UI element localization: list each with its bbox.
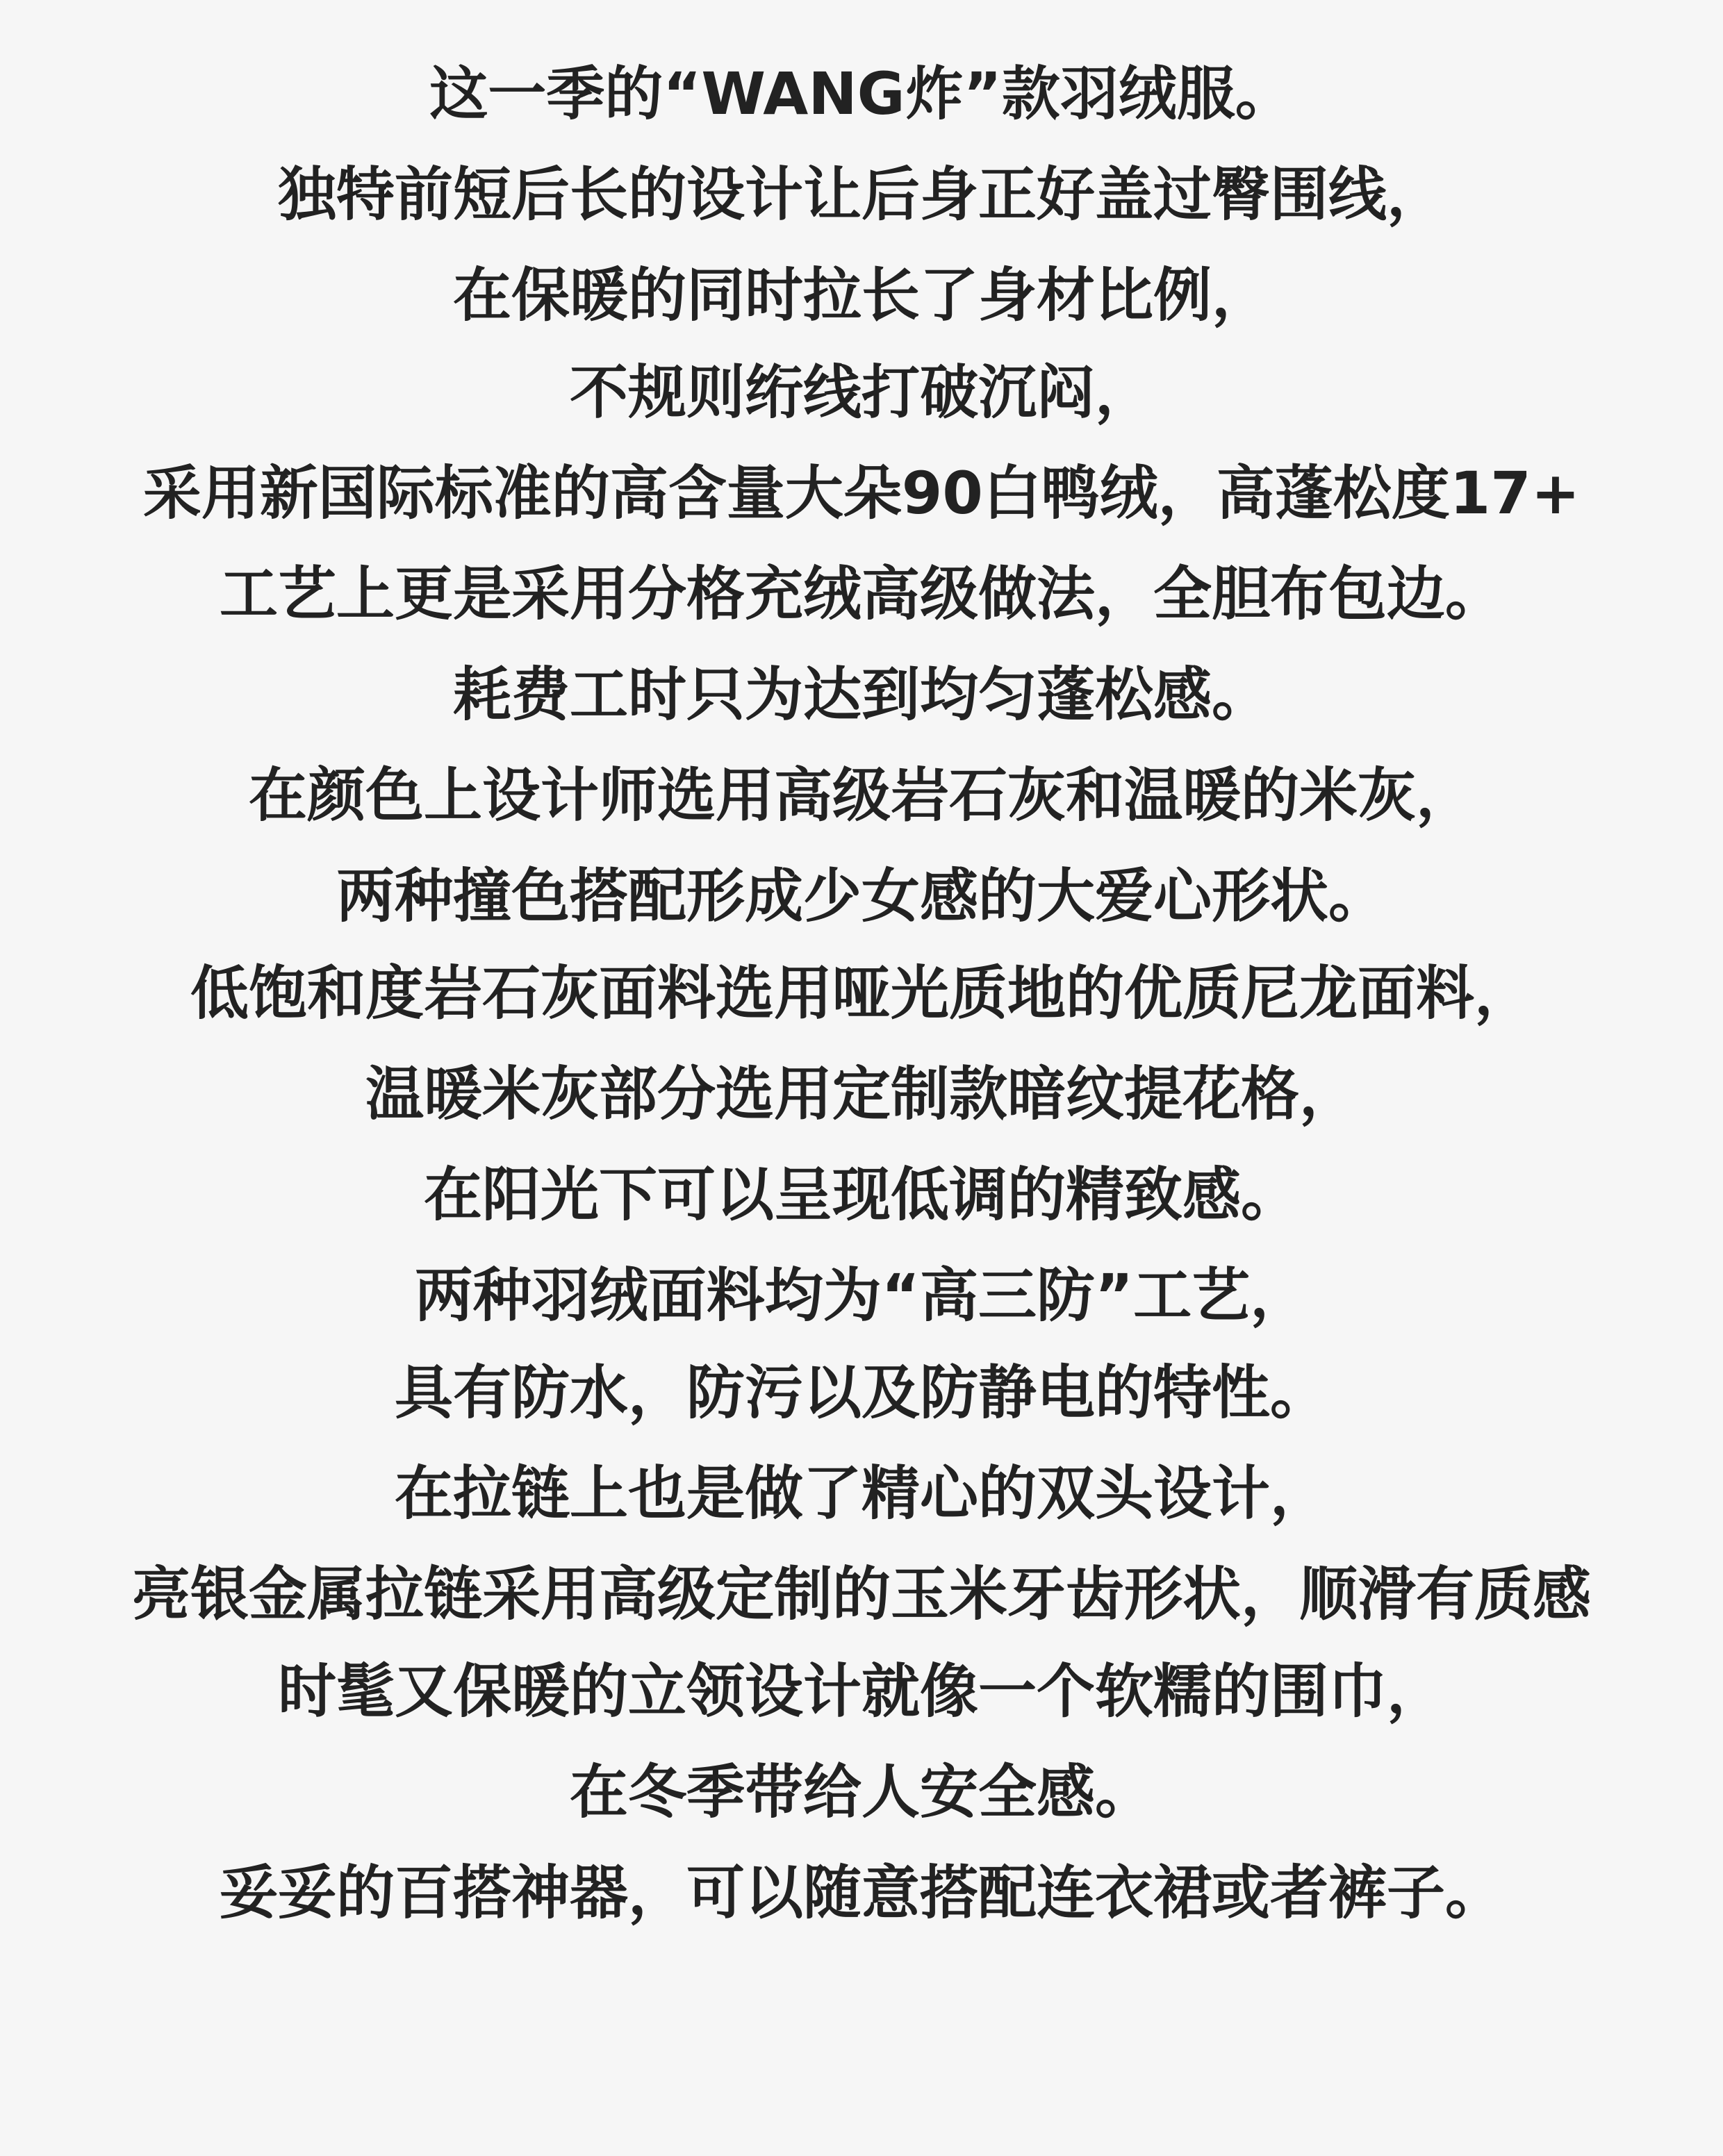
text-line: 在颜色上设计师选用高级岩石灰和温暖的米灰，: [248, 761, 1474, 829]
text-line: 两种撞色搭配形成少女感的大爱心形状。: [336, 862, 1387, 930]
text-line: 独特前短后长的设计让后身正好盖过臀围线，: [277, 160, 1445, 229]
text-line: 两种羽绒面料均为“高三防”工艺，: [414, 1261, 1309, 1329]
text-line: 这一季的“WANG炸”款羽绒服。: [429, 60, 1294, 128]
text-line: 在冬季带给人安全感。: [569, 1758, 1153, 1826]
text-line: 工艺上更是采用分格充绒高级做法，全胆布包边。: [219, 560, 1503, 628]
text-line: 温暖米灰部分选用定制款暗纹提花格，: [365, 1060, 1358, 1128]
text-line: 低饱和度岩石灰面料选用哑光质地的优质尼龙面料，: [190, 959, 1533, 1027]
text-line: 具有防水，防污以及防静电的特性。: [394, 1359, 1328, 1427]
text-line: 不规则绗线打破沉闷，: [569, 358, 1153, 426]
text-line: 采用新国际标准的高含量大朵90白鸭绒，高蓬松度17+: [142, 459, 1581, 527]
text-line: 妥妥的百搭神器，可以随意搭配连衣裙或者裤子。: [219, 1859, 1503, 1927]
text-line: 时髦又保暖的立领设计就像一个软糯的围巾，: [277, 1657, 1445, 1725]
text-line: 在拉链上也是做了精心的双头设计，: [394, 1459, 1328, 1527]
text-line: 在阳光下可以呈现低调的精致感。: [423, 1161, 1299, 1229]
text-line: 在保暖的同时拉长了身材比例，: [452, 261, 1270, 329]
text-line: 亮银金属拉链采用高级定制的玉米牙齿形状，顺滑有质感: [131, 1560, 1591, 1628]
text-line: 耗费工时只为达到均匀蓬松感。: [452, 661, 1270, 729]
